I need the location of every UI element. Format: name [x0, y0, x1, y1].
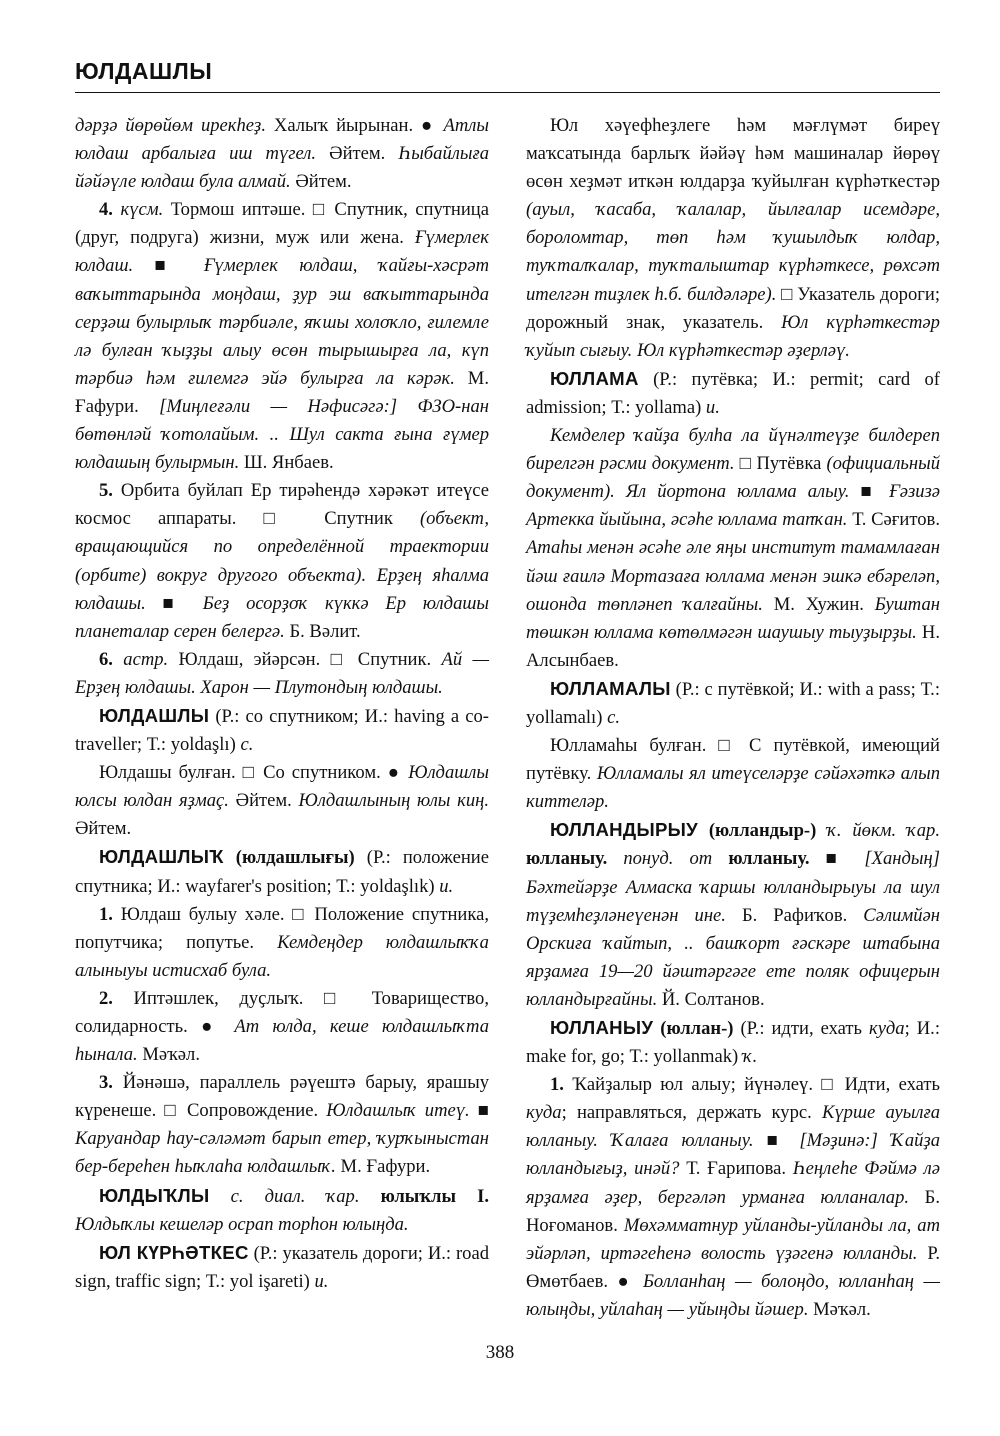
headword-entry — [526, 816, 940, 1014]
text-run: Болланһаң — болоңдо, юлланһаң — юлыңды, уйлаһаң — уйыңды йәшер. — [526, 1270, 940, 1320]
text-run: Ғүмерлек юлдаш. — [75, 227, 489, 277]
text-run: Буштан төшкән юллама көтөлмәгән шаушыу тыуҙырҙы. — [526, 593, 940, 643]
text-run: дәрҙә йөрөйөм ирекһеҙ. — [75, 115, 266, 136]
text-run: юлыҡлы I. — [380, 1185, 489, 1207]
entry-paragraph — [75, 196, 489, 477]
entry-paragraph — [75, 1069, 489, 1181]
text-run: Юл хәүефһеҙлеге һәм мәғлүмәт биреү маҡсатында барлыҡ йәйәү һәм машиналар йөрөү өсөн хеҙмәт иткән юлдарҙа ҡуйылған күрһәткестәр — [526, 115, 940, 193]
text-run: (официальный документ). Ял йортона юллама алыу. — [526, 453, 940, 503]
text-run: Ҡайҙалыр юл алыу; йүнәлеү. □ Идти, ехать — [572, 1074, 941, 1096]
text-run: Юлламалы ял итеүселәрҙе сәйәхәткә алып киттеләр. — [526, 763, 940, 813]
text-run: Юлдашлы юлсы юлдан яҙмаç. — [75, 762, 489, 812]
text-run: Кемделер ҡайҙа булһа ла йүнәлтеүҙе билдереп бирелгән рәсми документ. — [526, 425, 940, 475]
text-run: Беҙ осорҙоҡ күккә Ер юлдашы планеталар серен белергә. — [75, 592, 489, 642]
text-run: Б. Вәлит. — [284, 620, 361, 642]
page-header — [75, 58, 940, 85]
headword: ЮЛЛАМА — [550, 367, 639, 389]
text-run: Әйтем. — [316, 143, 399, 165]
text-run — [816, 820, 827, 841]
text-run: (Р.: со спутником; И.: having a co-traveller; Т.: yoldaşlı) — [75, 705, 489, 756]
text-run: астр. — [123, 648, 169, 670]
entry-paragraph — [75, 477, 489, 646]
text-run: с. — [240, 734, 254, 756]
text-run: (ауыл, ҡасаба, ҡалалар, йылғалар исемдәре, бороломтар, төп һәм ҡушылдыҡ юлдар, туҡталҡалар, туҡталыштар күрһәткесе, рөхсәт ителгән тиҙлек һ.б. билдәләре). — [526, 199, 940, 305]
text-run: Юлдаш булыу хәле. □ Положение спутника, попутчика; попутье. — [75, 903, 489, 953]
text-run: Юлдашлының юлы киң. — [298, 790, 489, 812]
text-run — [712, 848, 728, 869]
headword: ЮЛЛАНЫУ — [550, 1017, 654, 1038]
text-run: [Миңлеғәли — Нәфисәгә:] ФЗО-нан бөтөнләй ҡотолайым. .. Шул сакта ғына ғүмер юлдашың булырмын. — [75, 395, 489, 474]
text-run: Ғәзизә Артекка йыйына, әсәһе юллама тапҡан. — [526, 481, 941, 531]
text-run: Ғүмерлек юлдаш, ҡайғы-хәсрәт ваҡыттарында моңдаш, ҙур эш ваҡыттарында серҙәш булырлыҡ тәрбиәле, яҡшы холоҡло, ғилемле лә булған ҡыҙҙы алыу өсөн тырышырға ла, күп тәрбиә һәм ғилемгә эйә булырға ла кәрәк. — [75, 255, 489, 389]
text-run: Ш. Янбаев. — [239, 452, 334, 474]
text-run: 6. — [99, 648, 124, 670]
text-run: (Р.: идти, ехать — [733, 1018, 869, 1039]
entry-paragraph — [75, 112, 489, 196]
text-run: Т. Ғарипова. — [679, 1158, 793, 1180]
text-run — [607, 848, 623, 869]
headword-entry — [526, 365, 940, 422]
text-run: (объект, вращающийся по определённой траектории (орбите) вокруг другого объекта). — [75, 508, 489, 586]
text-run: Ерҙең яһалма юлдашы. — [75, 564, 490, 614]
text-run: [Хандың] Бәхтейәрҙе Алмаска ҡаршы юлландырыуы ла шул түҙемһеҙләнеүенән ине. — [526, 848, 940, 926]
text-run: 4. — [99, 199, 121, 221]
text-run: ■ — [809, 848, 865, 870]
text-run: (юллан-) — [660, 1018, 734, 1039]
text-run: ; И.: make for, go; Т.: yollanmak) — [526, 1018, 940, 1068]
text-run: Һыбайлыға йәйәүле юлдаш була алмай. — [75, 143, 490, 193]
text-run: (юлландыр-) — [708, 820, 817, 842]
headword-entry — [526, 1014, 940, 1071]
text-run: ■ — [133, 255, 204, 277]
entry-paragraph — [75, 759, 489, 843]
text-run: Б. Ноғоманов. — [526, 1186, 940, 1236]
header-rule — [75, 92, 940, 93]
text-run: Юлдашы булған. □ Со спутником. ● — [99, 762, 409, 784]
text-run: и. — [314, 1270, 329, 1292]
text-run: понуд. от — [623, 848, 713, 870]
text-run: Юлламаһы булған. □ С путёвкой, имеющий путёвку. — [526, 735, 940, 785]
text-run: Ай — Ерҙең юлдашы. Харон — Плутондың юлдашы. — [75, 648, 489, 698]
text-run — [209, 1186, 230, 1207]
headword: ЮЛДАШЛЫ — [99, 704, 210, 726]
text-run: Н. Алсынбаев. — [526, 621, 940, 671]
entry-paragraph — [526, 732, 940, 816]
entry-paragraph — [526, 422, 940, 675]
text-run: юлланыу. — [728, 848, 810, 870]
text-run: (Р.: положение спутника; И.: wayfarer's position; Т.: yoldaşlık) — [75, 847, 489, 897]
text-run: ■ — [753, 1130, 800, 1152]
text-run: Мәҡәл. — [808, 1298, 871, 1320]
text-run: Әйтем. — [290, 171, 352, 193]
text-run: ; направляться, держать курс. — [561, 1102, 822, 1124]
text-run: 1. — [99, 903, 121, 925]
text-run: (Р.: путёвка; И.: permit; card of admission; Т.: yollama) — [526, 368, 940, 418]
text-run: Орбита буйлап Ер тирәһендә хәрәкәт итеүсе космос аппараты. □ Спутник — [75, 480, 489, 530]
headword: ЮЛЛАМАЛЫ — [550, 677, 671, 699]
headword-entry — [75, 702, 489, 759]
text-run: [Мәҙинә:] Ҡайҙа юлландығыҙ, инәй? — [526, 1130, 940, 1180]
text-run: Иптәшлек, дуҫлыҡ. □ Товарищество, солидарность. ● — [75, 987, 490, 1037]
text-run: Атаһы менән әсәһе әле яңы институт тамамлаған йәш ғаилә Мортазаға юллама менән эшкә ебәреләп, ошонда төпләнеп ҡалғайны. — [526, 537, 940, 615]
text-run: Юлдаш, эйәрсән. □ Спутник. — [168, 648, 442, 670]
text-run: Каруандар һау-сәләмәт барып етер, ҡурҡыныстан бер-береһен һыҡлаһа юлдашлыҡ. — [75, 1128, 489, 1178]
text-run: и. — [705, 396, 720, 418]
left-column — [75, 112, 489, 1296]
text-run: ҡ. — [742, 1046, 758, 1068]
headword: ЮЛ КҮРҺӘТКЕС — [99, 1241, 249, 1263]
text-run: Сәлимйән Орскиға ҡайтып, .. башҡорт ғәскәре штабына ярҙамға 19—20 йәштәргәге ете поляк офицерын юлландырғайны. — [526, 904, 940, 1010]
text-run: с. диал. ҡар. — [230, 1185, 360, 1207]
text-run: Һеңлеһе Фәймә лә ярҙамға әҙер, бергәләп урманға юлланалар. — [526, 1158, 940, 1208]
text-run: ҡ. йөкм. ҡар. — [827, 820, 940, 842]
text-run: Атлы юлдаш арбалыға иш түгел. — [75, 115, 489, 165]
text-run: Й. Солтанов. — [657, 988, 765, 1010]
text-run: Мөхәмматнур уйланды-уйланды ла, ат эйәрләп, иртәгеһенә волость үҙәгенә юлланды. — [526, 1214, 940, 1264]
text-run: (Р.: указатель дороги; И.: road sign, traffic sign; Т.: yol işareti) — [75, 1242, 489, 1292]
headword-entry — [526, 675, 940, 732]
entry-paragraph — [526, 1071, 940, 1324]
text-run — [224, 847, 236, 868]
text-run — [360, 1186, 381, 1207]
text-run: Юл күрһәткестәр ҡуйып сығыу. Юл күрһәткестәр әҙерләү. — [526, 311, 940, 361]
text-run: □ Указатель дороги; дорожный знак, указатель. — [526, 283, 940, 333]
page-number: 388 — [485, 1342, 515, 1363]
text-run — [698, 820, 709, 841]
text-run: М. Ғафури. — [75, 367, 489, 417]
text-run: куда — [869, 1018, 905, 1039]
text-run: (Р.: с путёвкой; И.: with a pass; Т.: yollamalı) — [526, 678, 940, 728]
headword: ЮЛЛАНДЫРЫУ — [550, 819, 699, 841]
text-run: 2. — [99, 987, 134, 1009]
text-run: ■ — [849, 481, 890, 503]
text-run: 1. — [550, 1074, 573, 1096]
text-run: куда — [526, 1102, 562, 1124]
text-run: Әйтем. — [228, 790, 299, 812]
text-run: Халыҡ йырынан. ● — [265, 115, 444, 136]
text-run: Юлдыҡлы кешеләр осрап торһон юлыңда. — [75, 1213, 409, 1235]
text-run: Мәҡәл. — [137, 1044, 200, 1066]
text-run: М. Ғафури. — [335, 1156, 431, 1178]
text-run: и. — [439, 875, 454, 897]
text-run: 5. — [99, 480, 121, 502]
headword-entry — [75, 1182, 489, 1239]
text-run — [366, 565, 377, 586]
text-run: Ат юлда, кеше юлдашлыҡта һынала. — [75, 1016, 489, 1066]
text-run: М. Хужин. — [762, 593, 875, 615]
right-column — [526, 112, 940, 1324]
entry-paragraph — [526, 112, 940, 365]
text-run: с. — [607, 706, 620, 728]
text-run: □ Путёвка — [734, 453, 827, 475]
text-run: Күрше ауылға юлланыу. Ҡалаға юлланыу. — [526, 1102, 940, 1152]
text-run: Т. Сәғитов. — [847, 509, 940, 531]
text-run: Юлдашлыҡ итеү. — [326, 1100, 470, 1122]
text-run: Әйтем. — [75, 818, 132, 840]
text-run: Йәнәшә, параллель рәүештә барыу, ярашыу күренеше. □ Сопровождение. — [75, 1072, 489, 1122]
text-run: Тормош иптәше. □ Спутник, спутница (друг, подруга) жизни, муж или жена. — [75, 199, 490, 249]
headword-entry — [75, 1239, 489, 1296]
text-run: Кемдеңдер юлдашлыҡҡа алыныуы истисхаб була. — [75, 931, 489, 981]
text-run: Б. Рафиҡов. — [725, 904, 864, 926]
text-run: ■ — [145, 592, 203, 614]
text-run: юлланыу. — [526, 848, 608, 870]
text-run: 3. — [99, 1072, 123, 1094]
text-run: күсм. — [120, 199, 164, 221]
entry-paragraph — [75, 646, 489, 702]
entry-paragraph — [75, 901, 489, 985]
headword-entry — [75, 843, 489, 900]
text-run: Р. Өмөтбаев. ● — [526, 1242, 940, 1292]
headword: ЮЛДАШЛЫҠ — [99, 846, 224, 868]
entry-paragraph — [75, 985, 489, 1069]
text-run: (юлдашлығы) — [235, 847, 355, 869]
running-head-title: ЮЛДАШЛЫ — [75, 58, 213, 84]
headword: ЮЛДЫҠЛЫ — [99, 1184, 210, 1206]
text-run: ■ — [469, 1100, 489, 1122]
